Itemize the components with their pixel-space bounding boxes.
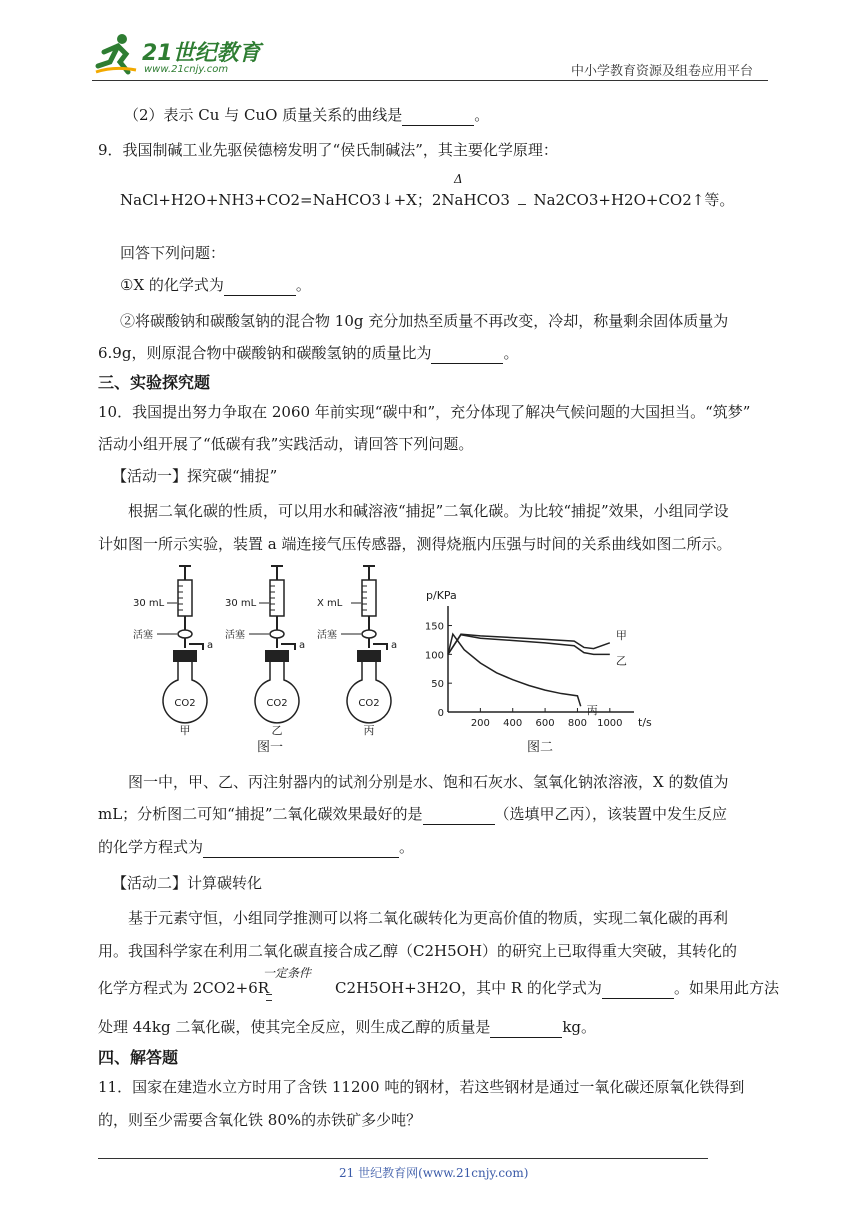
section-title: 三、实验探究题	[98, 373, 211, 392]
x-tick-label: 600	[535, 718, 555, 729]
valve-label: 活塞	[133, 630, 153, 641]
y-tick-label: 50	[431, 679, 444, 691]
side-tube	[281, 644, 295, 650]
gas-label: CO2	[266, 698, 288, 709]
site-logo	[92, 30, 282, 80]
activity1-title: 【活动一】探究碳“捕捉”	[112, 467, 278, 485]
activity2-para1: 基于元素守恒，小组同学推测可以将二氧化碳转化为更高价值的物质，实现二氧化碳的再利	[128, 909, 729, 927]
equation-right: Na2CO3+H2O+CO2↑等。	[533, 191, 735, 209]
q9-sub2-line1: ②将碳酸钠和碳酸氢钠的混合物 10g 充分加热至质量不再改变，冷却，称量剩余固体质量为	[120, 312, 729, 330]
answer-blank[interactable]	[402, 109, 474, 126]
valve-label: 活塞	[225, 630, 245, 641]
x-tick-label: 200	[470, 718, 490, 729]
valve	[362, 630, 376, 638]
header-slogan: 中小学教育资源及组卷应用平台	[571, 64, 754, 79]
act2-p3-mid: C2H5OH+3H2O，其中 R 的化学式为	[335, 979, 602, 997]
pressure-chart	[420, 585, 660, 755]
gas-label: CO2	[358, 698, 380, 709]
q10-q3-end: 。	[399, 838, 415, 856]
q8-part2-end: 。	[474, 106, 490, 124]
equation-left: NaCl+H2O+NH3+CO2=NaHCO3↓+X；2NaHCO3	[120, 191, 510, 209]
q9-equation	[120, 189, 734, 211]
reaction-condition: 一定条件	[263, 966, 312, 980]
answer-blank[interactable]	[431, 347, 503, 364]
x-tick-label: 400	[503, 718, 523, 729]
section-title: 四、解答题	[98, 1048, 179, 1067]
footer-text: 21 世纪教育网(www.21cnjy.com)	[339, 1166, 529, 1180]
q9-sub2-text: 6.9g，则原混合物中碳酸钠和碳酸氢钠的质量比为	[98, 344, 432, 362]
y-tick-label: 0	[437, 708, 444, 719]
q10-line2: 活动小组开展了“低碳有我”实践活动，请回答下列问题。	[98, 435, 474, 453]
answer-blank[interactable]	[203, 841, 399, 858]
q9-sub2-end: 。	[503, 344, 519, 362]
q10-question-line1: 图一中，甲、乙、丙注射器内的试剂分别是水、饱和石灰水、氢氧化钠浓溶液，X 的数值为	[128, 773, 729, 791]
act2-p3-text: 化学方程式为 2CO2+6R	[98, 979, 270, 997]
q10-q2-end: （选填甲乙丙），该装置中发生反应	[494, 805, 728, 823]
rubber-stopper	[357, 650, 381, 662]
answer-blank[interactable]	[423, 808, 495, 825]
syringe-volume-label: X mL	[317, 598, 343, 609]
rubber-stopper	[173, 650, 197, 662]
side-tube	[189, 644, 203, 650]
apparatus-setup	[133, 566, 213, 737]
valve-label: 活塞	[317, 630, 337, 641]
x-tick-label: 800	[567, 718, 588, 729]
side-tube	[373, 644, 387, 650]
series-label: 丙	[586, 704, 598, 718]
q9-stem: 9．我国制碱工业先驱侯德榜发明了“侯氏制碱法”，其主要化学原理：	[98, 141, 558, 159]
activity1-para1: 根据二氧化碳的性质，可以用水和碱溶液“捕捉”二氧化碳。为比较“捕捉”效果，小组同学设	[128, 502, 729, 520]
flask	[163, 662, 207, 723]
syringe-volume-label: 30 mL	[133, 598, 165, 609]
port-label: a	[391, 640, 398, 651]
q10-question-line3	[98, 836, 414, 858]
q10-q2-text: mL；分析图二可知“捕捉”二氧化碳效果最好的是	[98, 805, 423, 823]
activity2-para4	[98, 1016, 596, 1038]
y-tick-label: 150	[424, 621, 444, 633]
condition-mark	[266, 1000, 272, 1001]
activity2-title: 【活动二】计算碳转化	[112, 874, 263, 892]
valve	[270, 630, 284, 638]
q10-q3-text: 的化学方程式为	[98, 838, 204, 856]
act2-p4-text: 处理 44kg 二氧化碳，使其完全反应，则生成乙醇的质量是	[98, 1018, 491, 1036]
q9-sub1-text: ①X 的化学式为	[120, 276, 224, 294]
header-rule	[92, 80, 768, 81]
answer-blank[interactable]	[224, 279, 296, 296]
y-axis-label: p/KPa	[426, 589, 457, 602]
q9-sub2-line2	[98, 342, 518, 364]
q9-prompt: 回答下列问题：	[120, 244, 226, 262]
q9-sub1-end: 。	[295, 276, 311, 294]
x-tick-label: 1000	[597, 718, 623, 729]
q8-part2-text: （2）表示 Cu 与 CuO 质量关系的曲线是	[124, 106, 403, 124]
setup-label: 乙	[271, 724, 283, 737]
delta-symbol: Δ	[454, 172, 463, 186]
x-axis-label: t/s	[638, 716, 652, 729]
runner-logo-icon	[92, 32, 138, 76]
activity2-para2: 用。我国科学家在利用二氧化碳直接合成乙醇（C2H5OH）的研究上已取得重大突破，其转化的	[98, 942, 738, 960]
syringe-volume-label: 30 mL	[225, 598, 257, 609]
q10-line1: 10．我国提出努力争取在 2060 年前实现“碳中和”，充分体现了解决气候问题的大国担当。“筑梦”	[98, 403, 751, 421]
figure-1	[125, 562, 415, 757]
port-label: a	[299, 640, 306, 651]
apparatus-setup	[225, 566, 305, 737]
y-tick-label: 100	[424, 650, 444, 662]
series-label: 甲	[615, 628, 627, 642]
apparatus-setup	[317, 566, 397, 737]
activity2-para3	[98, 977, 779, 999]
q11-line1: 11．国家在建造水立方时用了含铁 11200 吨的钢材，若这些钢材是通过一氧化碳还原氧化铁得到	[98, 1078, 745, 1096]
figure-2	[420, 585, 660, 755]
valve	[178, 630, 192, 638]
q11-line2: 的，则至少需要含氧化铁 80%的赤铁矿多少吨？	[98, 1111, 422, 1129]
series-label: 乙	[615, 654, 627, 668]
logo-url: www.21cnjy.com	[144, 64, 229, 75]
flask	[255, 662, 299, 723]
act2-p4-end: kg。	[562, 1018, 597, 1036]
equals-mark	[518, 192, 526, 205]
gas-label: CO2	[174, 698, 196, 709]
q9-sub1	[120, 274, 311, 296]
rubber-stopper	[265, 650, 289, 662]
act2-p3-end: 。如果用此方法	[673, 979, 779, 997]
flask	[347, 662, 391, 723]
q8-part2	[124, 104, 489, 126]
setup-label: 丙	[363, 724, 375, 737]
port-label: a	[207, 640, 214, 651]
logo-title: 21世纪教育	[142, 41, 261, 66]
activity1-para2: 计如图一所示实验，装置 a 端连接气压传感器，测得烧瓶内压强与时间的关系曲线如图二所示。	[98, 535, 732, 553]
setup-label: 甲	[179, 724, 191, 737]
answer-blank[interactable]	[490, 1021, 562, 1038]
figure-caption: 图一	[256, 740, 284, 755]
answer-blank[interactable]	[602, 982, 674, 999]
series-line	[448, 635, 610, 655]
q10-question-line2	[98, 803, 727, 825]
footer-rule	[98, 1158, 708, 1159]
apparatus-diagram	[125, 562, 415, 757]
chart-caption: 图二	[526, 740, 554, 755]
